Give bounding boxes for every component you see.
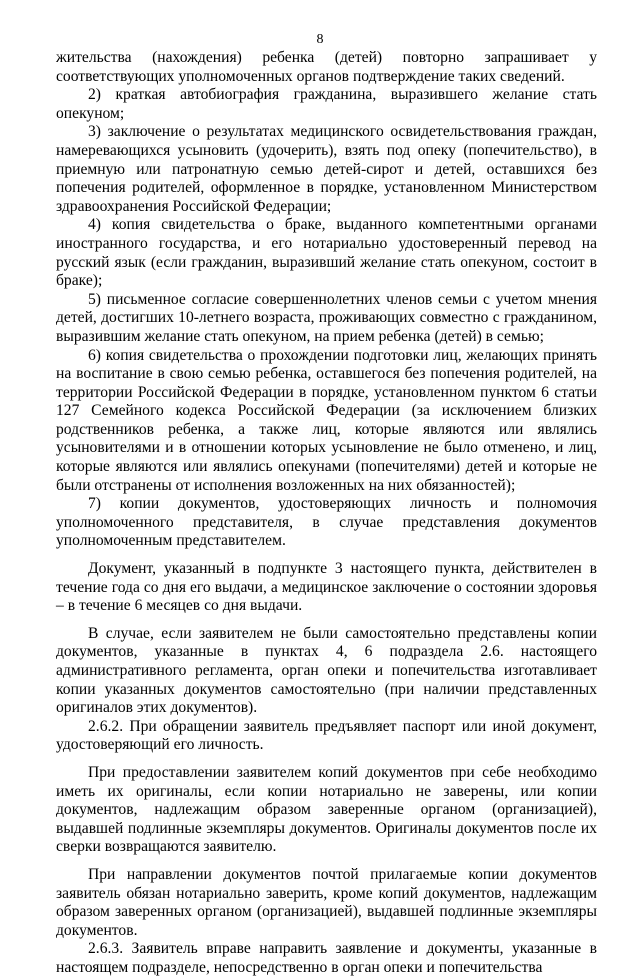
paragraph: 6) копия свидетельства о прохождении подготовки лиц, желающих принять на воспитание в свою семью ребенка, оставшегося без попечения родителей, на территории Российской Федерации в порядке, установленном пунктом 6 статьи 127 Семейного кодекса Российской Федерации (за исключением близких родственников ребенка, а также лиц, которые являются или являлись усыновителями и в отношении которых усыновление не было отменено, и лиц, которые являются или являлись опекунами (попечителями) детей и которые не были отстранены от исполнения возложенных на них обязанностей); bbox=[56, 346, 597, 494]
paragraph: жительства (нахождения) ребенка (детей) повторно запрашивает у соответствующих уполномоченных органов подтверждение таких сведений. bbox=[56, 49, 597, 85]
paragraph: 3) заключение о результатах медицинского освидетельствования граждан, намеревающихся усыновить (удочерить), взять под опеку (попечительство), в приемную или патронатную семью детей-сирот и детей, оставшихся без попечения родителей, оформленное в порядке, установленном Министерством здравоохранения Российской Федерации; bbox=[56, 123, 597, 215]
paragraph: 5) письменное согласие совершеннолетних членов семьи с учетом мнения детей, достигших 10-летнего возраста, проживающих совместно с гражданином, выразившим желание стать опекуном, на прием ребенка (детей) в семью; bbox=[56, 290, 597, 345]
paragraph: В случае, если заявителем не были самостоятельно представлены копии документов, указанные в пунктах 4, 6 подраздела 2.6. настоящего административного регламента, орган опеки и попечительства изготавливает копии указанных документов самостоятельно (при наличии представленных оригиналов этих документов). bbox=[56, 624, 597, 717]
paragraph: 4) копия свидетельства о браке, выданного компетентными органами иностранного государства, и его нотариально удостоверенный перевод на русский язык (если гражданин, выразивший желание стать опекуном, состоит в браке); bbox=[56, 216, 597, 290]
paragraph: 2.6.2. При обращении заявитель предъявляет паспорт или иной документ, удостоверяющий его личность. bbox=[56, 717, 597, 754]
paragraph: 2.6.3. Заявитель вправе направить заявление и документы, указанные в настоящем подразделе, непосредственно в орган опеки и попечительства bbox=[56, 940, 597, 976]
paragraph: При направлении документов почтой прилагаемые копии документов заявитель обязан нотариально заверить, кроме копий документов, надлежащим образом заверенных органом (организацией), выдавшей подлинные экземпляры документов. bbox=[56, 865, 597, 939]
page-number: 8 bbox=[316, 32, 324, 47]
document-body bbox=[56, 49, 597, 978]
paragraph: 7) копии документов, удостоверяющих личность и полномочия уполномоченного представителя, в случае представления документов уполномоченным представителем. bbox=[56, 495, 597, 550]
paragraph: Документ, указанный в подпункте 3 настоящего пункта, действителен в течение года со дня его выдачи, а медицинское заключение о состоянии здоровья – в течение 6 месяцев со дня выдачи. bbox=[56, 560, 597, 615]
paragraph: При предоставлении заявителем копий документов при себе необходимо иметь их оригиналы, если копии нотариально не заверены, или копии документов, надлежащим образом заверенные органом (организацией), выдавшей подлинные экземпляры документов. Оригиналы документов после их сверки возвращаются заявителю. bbox=[56, 763, 597, 856]
paragraph: 2) краткая автобиография гражданина, выразившего желание стать опекуном; bbox=[56, 86, 597, 122]
